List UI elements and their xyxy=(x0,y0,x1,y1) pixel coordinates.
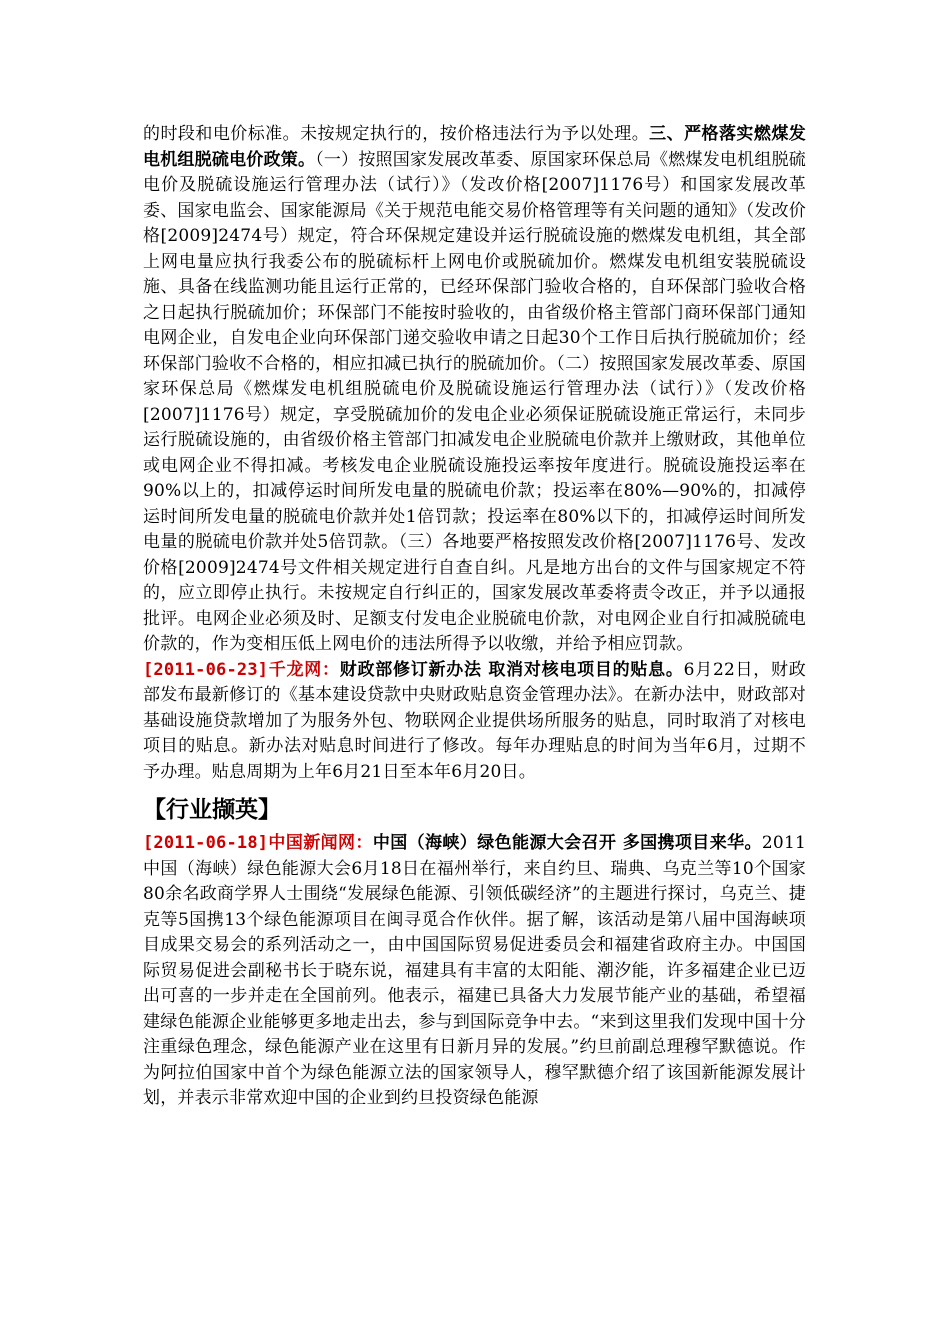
policy-paragraph xyxy=(143,122,806,658)
document-page xyxy=(143,122,806,1112)
news-body: 6月22日，财政部发布最新修订的《基本建设贷款中央财政贴息资金管理办法》。在新办法中，财政部对基础设施贷款增加了为服务外包、物联网企业提供场所服务的贴息，同时取消了对核电项目的贴息。新办法对贴息时间进行了修改。每年办理贴息的时间为当年6月，过期不予办理。贴息周期为上年6月21日至本年6月20日。 xyxy=(143,659,806,782)
policy-bold-heading: 三、严格落实燃煤发电机组脱硫电价政策。 xyxy=(143,124,806,170)
news-item-2 xyxy=(143,831,806,1112)
news-headline: 财政部修订新办法 取消对核电项目的贴息。 xyxy=(339,659,684,680)
news-source-tag: [2011-06-23]千龙网： xyxy=(143,659,340,680)
policy-text-body: （一）按照国家发展改革委、原国家环保总局《燃煤发电机组脱硫电价及脱硫设施运行管理办法（试行）》（发改价格[2007]1176号）和国家发展改革委、国家电监会、国家能源局《关于规范电能交易价格管理等有关问题的通知》（发改价格[2009]2474号）规定，符合环保规定建设并运行脱硫设施的燃煤发电机组，其全部上网电量应执行我委公布的脱硫标杆上网电价或脱硫加价。燃煤发电机组安装脱硫设施、具备在线监测功能且运行正常的，已经环保部门验收合格的，自环保部门验收合格之日起执行脱硫加价；环保部门不能按时验收的，由省级价格主管部门商环保部门通知电网企业，自发电企业向环保部门递交验收申请之日起30个工作日后执行脱硫加价；经环保部门验收不合格的，相应扣减已执行的脱硫加价。（二）按照国家发展改革委、原国家环保总局《燃煤发电机组脱硫电价及脱硫设施运行管理办法（试行）》（发改价格[2007]1176号）规定，享受脱硫加价的发电企业必须保证脱硫设施正常运行，未同步运行脱硫设施的，由省级价格主管部门扣减发电企业脱硫电价款并上缴财政，其他单位或电网企业不得扣减。考核发电企业脱硫设施投运率按年度进行。脱硫设施投运率在90%以上的，扣减停运时间所发电量的脱硫电价款；投运率在80%—90%的，扣减停运时间所发电量的脱硫电价款并处1倍罚款；投运率在80%以下的，扣减停运时间所发电量的脱硫电价款并处5倍罚款。（三）各地要严格按照发改价格[2007]1176号、发改价格[2009]2474号文件相关规定进行自查自纠。凡是地方出台的文件与国家规定不符的，应立即停止执行。未按规定自行纠正的，国家发展改革委将责令改正，并予以通报批评。电网企业必须及时、足额支付发电企业脱硫电价款，对电网企业自行扣减脱硫电价款的，作为变相压低上网电价的违法所得予以收缴，并给予相应罚款。 xyxy=(143,149,806,654)
news-body: 2011中国（海峡）绿色能源大会6月18日在福州举行，来自约旦、瑞典、乌克兰等10个国家80余名政商学界人士围绕“发展绿色能源、引领低碳经济”的主题进行探讨，乌克兰、捷克等5国携13个绿色能源项目在闽寻觅合作伙伴。据了解，该活动是第八届中国海峡项目成果交易会的系列活动之一，由中国国际贸易促进委员会和福建省政府主办。中国国际贸易促进会副秘书长于晓东说，福建具有丰富的太阳能、潮汐能，许多福建企业已迈出可喜的一步并走在全国前列。他表示，福建已具备大力发展节能产业的基础，希望福建绿色能源企业能够更多地走出去，参与到国际竞争中去。“来到这里我们发现中国十分注重绿色理念，绿色能源产业在这里有日新月异的发展。”约旦前副总理穆罕默德说。作为阿拉伯国家中首个为绿色能源立法的国家领导人，穆罕默德介绍了该国新能源发展计划，并表示非常欢迎中国的企业到约旦投资绿色能源 xyxy=(143,833,806,1108)
section-heading: 【行业撷英】 xyxy=(143,797,281,823)
policy-text-intro: 的时段和电价标准。未按规定执行的，按价格违法行为予以处理。 xyxy=(143,124,650,144)
news-item-1 xyxy=(143,658,806,786)
news-headline: 中国（海峡）绿色能源大会召开 多国携项目来华。 xyxy=(372,833,762,853)
news-source-tag: [2011-06-18]中国新闻网： xyxy=(143,833,373,853)
